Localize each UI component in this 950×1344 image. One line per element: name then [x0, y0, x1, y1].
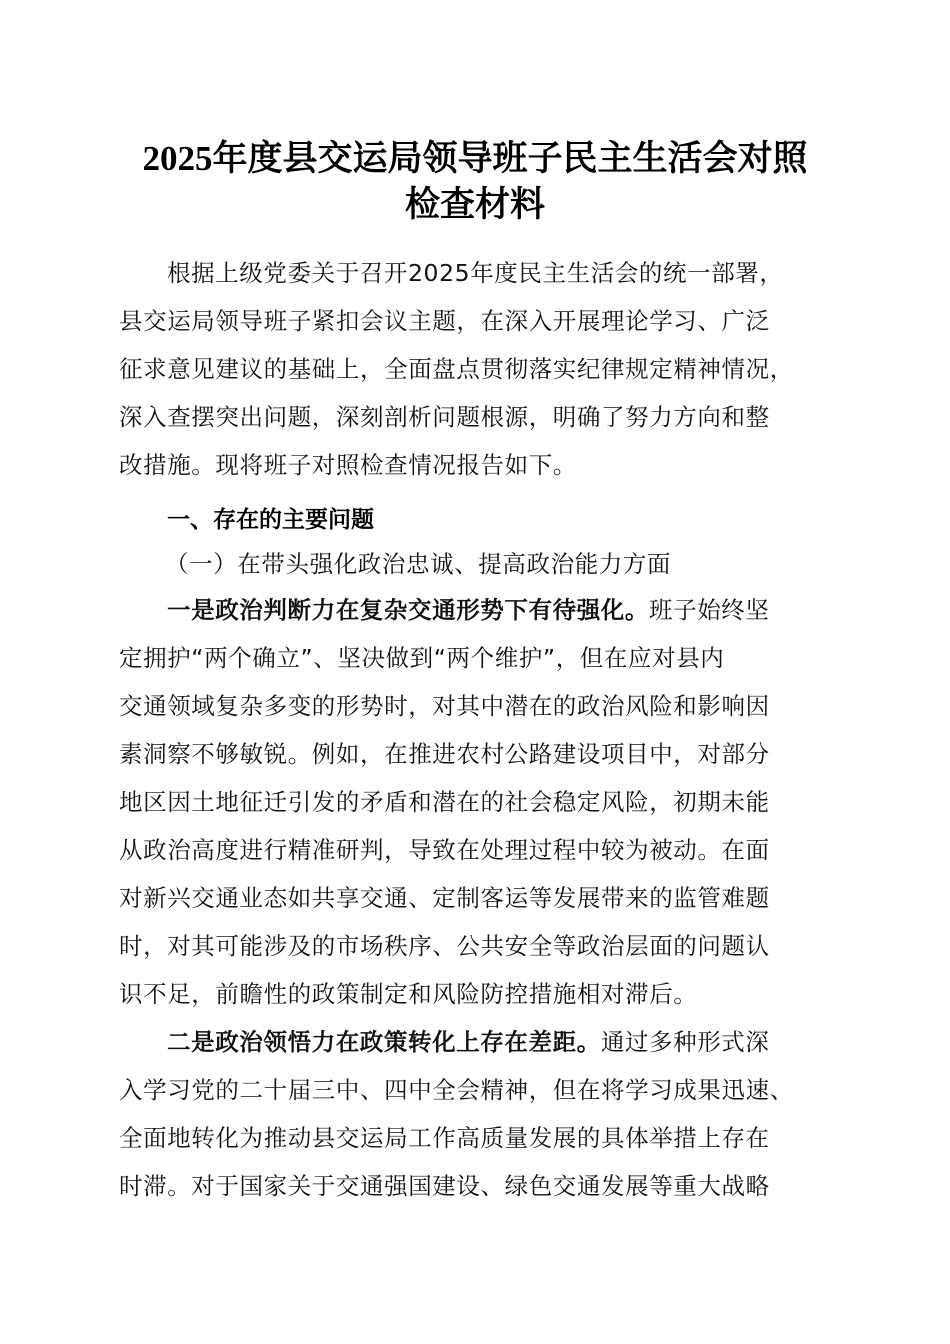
point-2-lead-sentence: 二是政治领悟力在政策转化上存在差距。: [167, 1028, 601, 1056]
point-2-first-line: [167, 1027, 907, 1057]
point-1-line: 定拥护“两个确立”、坚决做到“两个维护”，但在应对县内: [119, 644, 725, 672]
point-1-first-line: [167, 595, 907, 625]
document-title-line-1: 2025年度县交运局领导班子民主生活会对照: [142, 139, 808, 178]
point-2-first-line-rest: 通过多种形式深: [600, 1028, 770, 1056]
point-1-line: 地区因土地征迁引发的矛盾和潜在的社会稳定风险，初期未能: [119, 788, 770, 816]
point-1-lead-sentence: 一是政治判断力在复杂交通形势下有待强化。: [167, 596, 649, 624]
point-1-line: 交通领域复杂多变的形势时，对其中潜在的政治风险和影响因: [119, 692, 770, 720]
section-heading-existing-problems: 一、存在的主要问题: [167, 507, 374, 533]
point-1-line: 对新兴交通业态如共享交通、定制客运等发展带来的监管难题: [119, 884, 770, 912]
document-title-line-2: 检查材料: [404, 185, 545, 224]
point-1-first-line-rest: 班子始终坚: [649, 596, 770, 624]
point-1-line: 从政治高度进行精准研判，导致在处理过程中较为被动。在面: [119, 836, 770, 864]
intro-line-3: 征求意见建议的基础上，全面盘点贯彻落实纪律规定精神情况，: [119, 355, 794, 383]
intro-line-2: 县交运局领导班子紧扣会议主题，在深入开展理论学习、广泛: [119, 307, 770, 335]
point-1-line: 时，对其可能涉及的市场秩序、公共安全等政治层面的问题认: [119, 932, 770, 960]
intro-line-4: 深入查摆突出问题，深刻剖析问题根源，明确了努力方向和整: [119, 403, 770, 431]
point-1-line: 素洞察不够敏锐。例如，在推进农村公路建设项目中，对部分: [119, 740, 770, 768]
point-2-line: 入学习党的二十届三中、四中全会精神，但在将学习成果迅速、: [119, 1076, 794, 1104]
point-2-line: 全面地转化为推动县交运局工作高质量发展的具体举措上存在: [119, 1124, 770, 1152]
intro-line-1: 根据上级党委关于召开2025年度民主生活会的统一部署，: [167, 259, 784, 287]
point-2-line: 时滞。对于国家关于交通强国建设、绿色交通发展等重大战略: [119, 1172, 770, 1200]
intro-line-5: 改措施。现将班子对照检查情况报告如下。: [119, 451, 577, 479]
subsection-heading-political-loyalty: （一）在带头强化政治忠诚、提高政治能力方面: [165, 550, 672, 578]
point-1-line: 识不足，前瞻性的政策制定和风险防控措施相对滞后。: [119, 980, 698, 1008]
